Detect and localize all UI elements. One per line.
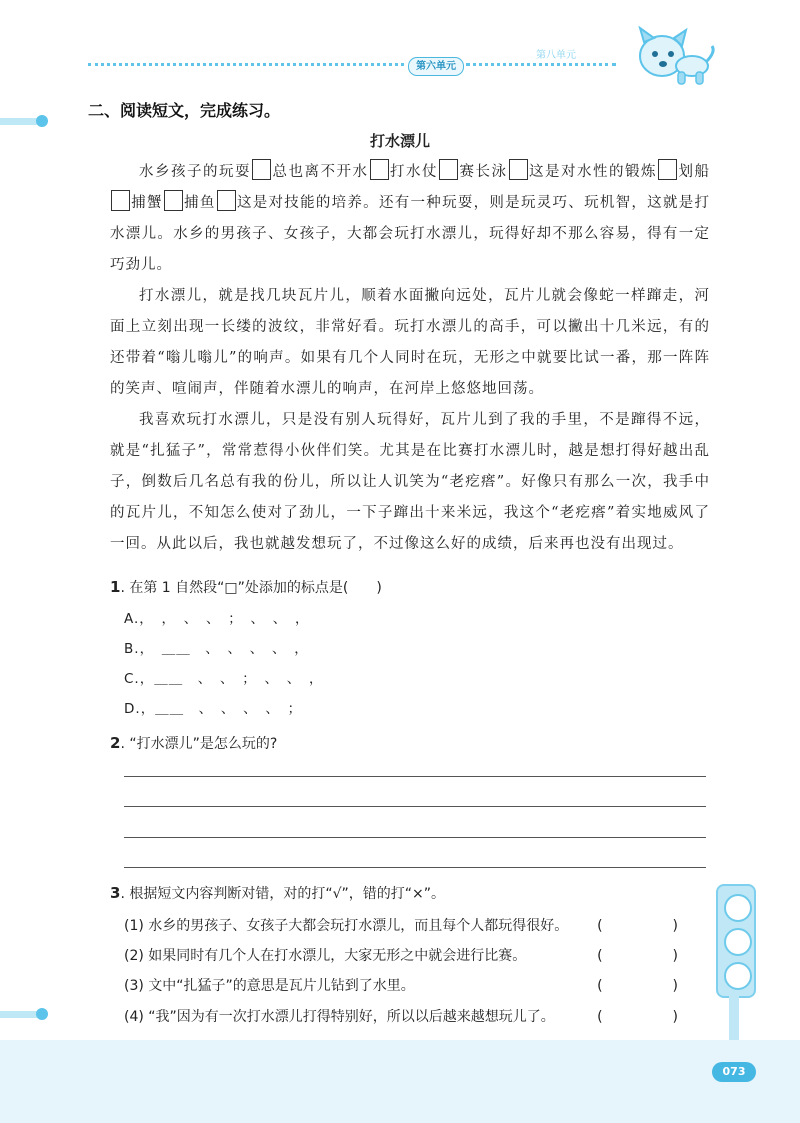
passage-title: 打水漂儿 — [369, 132, 430, 150]
judge-item-1: (1) 水乡的男孩子、女孩子大都会玩打水漂儿，而且每个人都玩得很好。 ( ) — [124, 915, 706, 935]
page-number: 073 — [712, 1062, 756, 1082]
left-deco-dot — [36, 115, 48, 127]
paragraph-3: 我喜欢玩打水漂儿，只是没有别人玩得好，瓦片儿到了我的手里，不是蹿得不远，就是“扎猛子”，常常惹得小伙伴们笑。尤其是在比赛打水漂儿时，越是想打得好越出乱子，倒数后几名总有我的份儿，所以让人讥笑为“老疙瘩”。好像只有那么一次，我手中的瓦片儿，不知怎么使对了劲儿，一下子蹿出十来米远，我这个“老疙瘩”着实地威风了一回。从此以后，我也就越发想玩了，不过像这么好的成绩，后来再也没有出现过。 — [110, 412, 710, 552]
dog-mascot-icon — [622, 26, 718, 88]
traffic-light-lamp — [724, 894, 752, 922]
answer-line[interactable] — [124, 806, 706, 807]
answer-paren[interactable]: ( ) — [597, 978, 706, 994]
section-title: 二、阅读短文，完成练习。 — [88, 101, 281, 120]
answer-paren[interactable]: ( ) — [597, 1009, 706, 1025]
option-a[interactable]: A.， ， 、 、 ； 、 、 ， — [124, 611, 310, 627]
blank-box[interactable] — [370, 159, 389, 180]
answer-line[interactable] — [124, 867, 706, 868]
judge-item-4: (4) “我”因为有一次打水漂儿打得特别好，所以以后越来越想玩儿了。 ( ) — [124, 1006, 706, 1026]
left-deco-dot-2 — [36, 1008, 48, 1020]
paragraph-2: 打水漂儿，就是找几块瓦片儿，顺着水面撇向远处，瓦片儿就会像蛇一样蹿走，河面上立刻出现一长缕的波纹，非常好看。玩打水漂儿的高手，可以撇出十几米远，有的还带着“嗡儿嗡儿”的响声。如果有几个人同时在玩，无形之中就要比试一番，那一阵阵的笑声、喧闹声，伴随着水漂儿的响声，在河岸上悠悠地回荡。 — [110, 288, 710, 397]
judge-item-2: (2) 如果同时有几个人在打水漂儿，大家无形之中就会进行比赛。 ( ) — [124, 945, 706, 965]
option-c[interactable]: C.，＿＿ 、 、 ； 、 、 ， — [124, 671, 324, 687]
traffic-light-lamp — [724, 962, 752, 990]
header-dotted-line-left — [88, 63, 404, 70]
left-deco-bar — [0, 118, 40, 125]
answer-paren[interactable]: ( ) — [597, 918, 706, 934]
sub-unit-label: 第八单元 — [536, 50, 576, 61]
question-2: 2. “打水漂儿”是怎么玩的? — [110, 734, 278, 752]
footer-band — [0, 1040, 800, 1123]
answer-paren[interactable]: ( ) — [597, 948, 706, 964]
left-deco-bar-2 — [0, 1011, 40, 1018]
blank-box[interactable] — [658, 159, 677, 180]
traffic-light-pole — [729, 996, 739, 1046]
blank-box[interactable] — [252, 159, 271, 180]
traffic-light-icon — [716, 884, 756, 998]
blank-box[interactable] — [164, 190, 183, 211]
traffic-light-lamp — [724, 928, 752, 956]
question-3: 3. 根据短文内容判断对错，对的打“√”，错的打“×”。 — [110, 884, 445, 902]
answer-line[interactable] — [124, 776, 706, 777]
unit-tag: 第六单元 — [408, 57, 464, 76]
question-1: 1. 在第 1 自然段“□”处添加的标点是( ) — [110, 578, 382, 596]
blank-box[interactable] — [439, 159, 458, 180]
paragraph-1: 水乡孩子的玩耍 总也离不开水 打水仗 赛长泳 这是对水性的锻炼 划船 捕蟹 捕鱼 这是对技能的培养。还有一种玩耍，则是玩灵巧、玩机智，这就是打水漂儿。水乡的男孩子、女孩子，大都会玩打水漂儿，玩得好却不那么容易，得有一定巧劲儿。 — [110, 157, 710, 281]
blank-box[interactable] — [111, 190, 130, 211]
header-dotted-line-right — [466, 63, 616, 70]
judge-item-3: (3) 文中“扎猛子”的意思是瓦片儿钻到了水里。 ( ) — [124, 975, 706, 995]
blank-box[interactable] — [509, 159, 528, 180]
answer-line[interactable] — [124, 837, 706, 838]
passage-body — [110, 157, 710, 560]
blank-box[interactable] — [217, 190, 236, 211]
option-b[interactable]: B.， ＿＿ 、 、 、 、 ， — [124, 641, 309, 657]
option-d[interactable]: D.，＿＿ 、 、 、 、 ； — [124, 701, 303, 717]
